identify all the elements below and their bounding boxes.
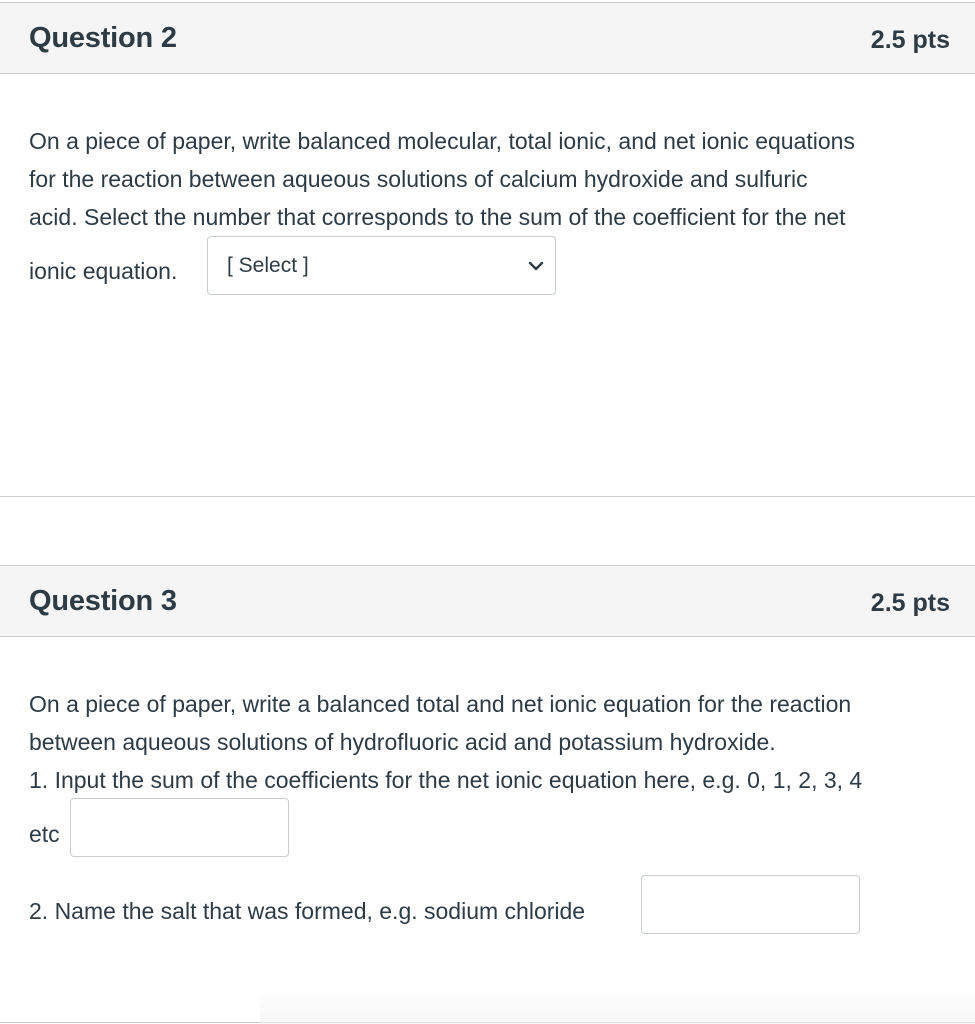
question-2-line-4: ionic equation.	[29, 258, 178, 284]
question-3-line-1: On a piece of paper, write a balanced total and net ionic equation for the reaction	[29, 691, 852, 717]
bottom-shadow	[260, 990, 975, 1024]
question-2-line-3: acid. Select the number that corresponds to the sum of the coefficient for the net	[29, 204, 846, 230]
question-3-line-4: etc	[29, 821, 60, 847]
select-value: [ Select ]	[227, 254, 309, 277]
question-2-line-2: for the reaction between aqueous solutions of calcium hydroxide and sulfuric	[29, 166, 808, 192]
question-3-header	[0, 566, 975, 637]
question-2-points: 2.5 pts	[870, 26, 950, 54]
net-ionic-sum-select[interactable]	[207, 236, 556, 295]
chevron-down-icon	[527, 257, 545, 275]
question-3-title: Question 3	[29, 585, 177, 617]
question-3-line-3: 1. Input the sum of the coefficients for the net ionic equation here, e.g. 0, 1, 2, 3, 4	[29, 767, 863, 793]
question-2-header	[0, 3, 975, 74]
question-2-title: Question 2	[29, 22, 177, 54]
salt-prompt: 2. Name the salt that was formed, e.g. sodium chloride	[29, 898, 586, 924]
question-3-line-2: between aqueous solutions of hydrofluoric acid and potassium hydroxide.	[29, 729, 776, 755]
salt-name-input[interactable]	[641, 875, 860, 934]
question-3-points: 2.5 pts	[870, 589, 950, 617]
coefficient-sum-input[interactable]	[70, 798, 289, 857]
question-2-line-1: On a piece of paper, write balanced molecular, total ionic, and net ionic equations	[29, 128, 855, 154]
